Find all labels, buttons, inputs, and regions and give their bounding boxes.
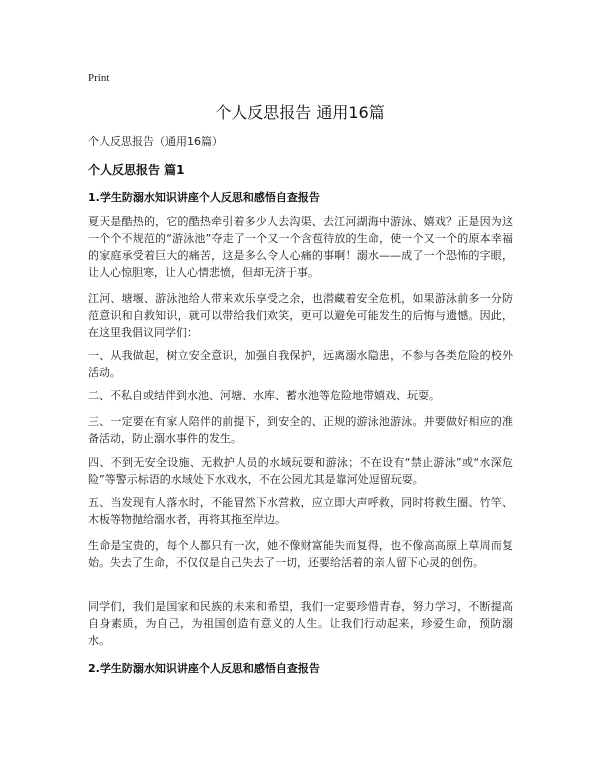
document-subtitle: 个人反思报告（通用16篇） <box>88 135 223 148</box>
paragraph: 三、一定要在有家人陪伴的前提下，到安全的、正规的游泳池游泳。并要做好相应的准备活动，防止溺水事件的发生。 <box>88 415 513 445</box>
sub-heading: 1.学生防溺水知识讲座个人反思和感悟自查报告 <box>88 191 320 204</box>
paragraph: 一、从我做起，树立安全意识，加强自我保护，远离溺水隐患，不参与各类危险的校外活动。 <box>88 349 513 379</box>
page-title: 个人反思报告 通用16篇 <box>215 103 385 122</box>
paragraph: 四、不到无安全设施、无救护人员的水域玩耍和游泳；不在设有“禁止游泳”或“水深危险”等警示标语的水域处下水戏水，不在公园尤其是靠河处逗留玩耍。 <box>88 456 513 486</box>
sub-heading: 2.学生防溺水知识讲座个人反思和感悟自查报告 <box>88 662 320 675</box>
paragraph: 江河、塘堰、游泳池给人带来欢乐享受之余，也潜藏着安全危机，如果游泳前多一分防范意识和自救知识，就可以带给我们欢笑，更可以避免可能发生的后悔与遗憾。因此，在这里我倡议同学们： <box>88 292 513 339</box>
paragraph: 同学们，我们是国家和民族的未来和希望，我们一定要珍惜青春，努力学习，不断提高自身素质，为自己，为祖国创造有意义的人生。让我们行动起来，珍爱生命，预防溺水。 <box>88 600 513 647</box>
print-label[interactable]: Print <box>88 72 110 84</box>
section-heading: 个人反思报告 篇1 <box>88 163 185 177</box>
paragraph: 生命是宝贵的，每个人都只有一次，她不像财富能失而复得，也不像高高原上草周而复始。失去了生命，不仅仅是自己失去了一切，还要给活着的亲人留下心灵的创伤。 <box>88 539 513 569</box>
paragraph: 夏天是酷热的，它的酷热牵引着多少人去沟渠、去江河湖海中游泳、嬉戏？正是因为这一个个不规范的“游泳池”夺走了一个又一个含苞待放的生命，使一个又一个的原本幸福的家庭承受着巨大的痛苦，这是多么令人心痛的事啊！溺水——成了一个恐怖的字眼，让人心惊胆寒，让人心情悲愤，但却无济于事。 <box>88 215 513 279</box>
paragraph: 二、不私自或结伴到水池、河塘、水库、蓄水池等危险地带嬉戏、玩耍。 <box>88 389 440 402</box>
paragraph: 五、当发现有人落水时，不能冒然下水营救，应立即大声呼救，同时将救生圈、竹竿、木板等物抛给溺水者，再将其拖至岸边。 <box>88 496 513 526</box>
